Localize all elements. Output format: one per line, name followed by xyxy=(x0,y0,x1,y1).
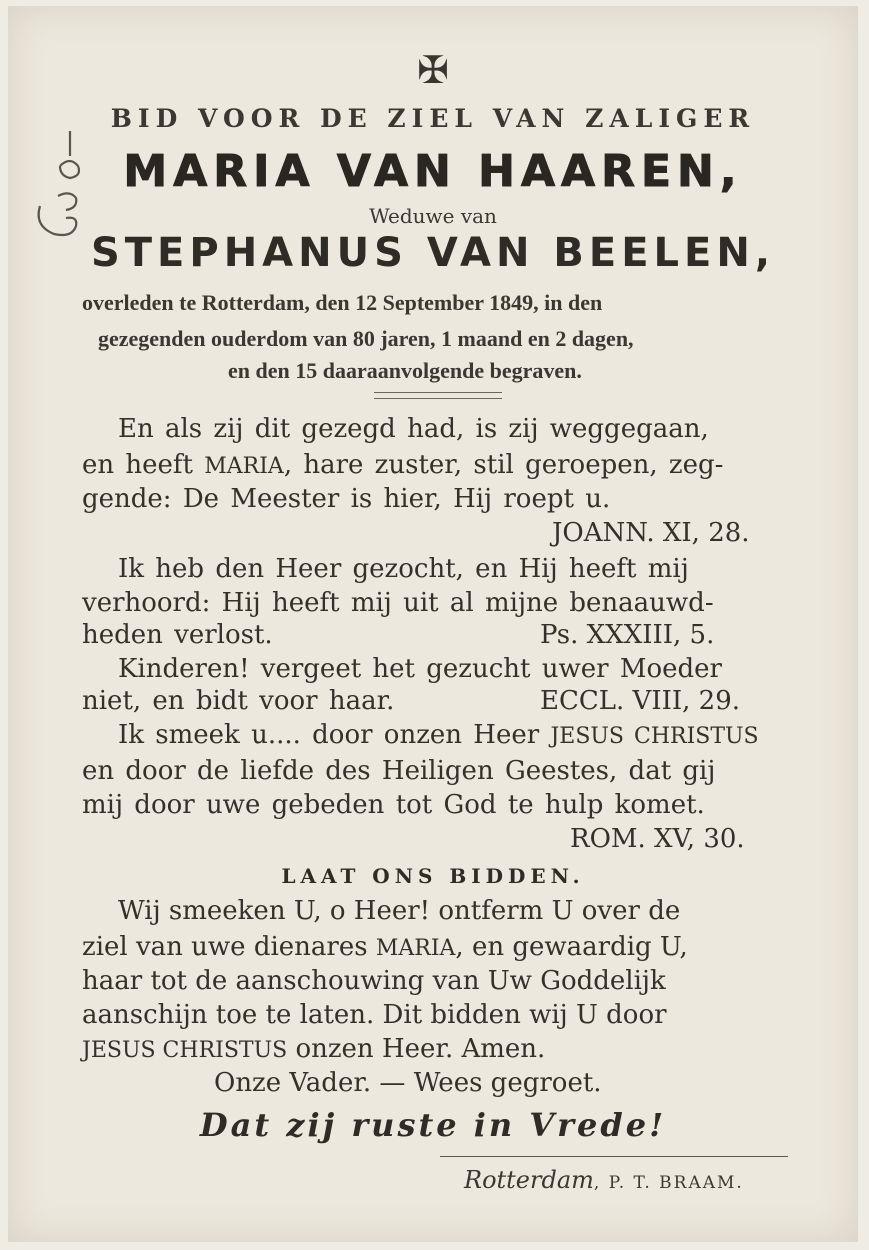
name-maria: MARIA xyxy=(375,936,456,961)
death-line-1: overleden te Rotterdam, den 12 September 1849, in den xyxy=(82,290,603,315)
verse2-ref: Ps. XXXIII, 5. xyxy=(540,620,715,650)
deceased-name: MARIA VAN HAAREN, xyxy=(123,146,743,197)
verse1-ref: JOANN. XI, 28. xyxy=(552,518,750,548)
prayer-line-1: Wij smeeken U, o Heer! ontferm U over de xyxy=(118,896,681,926)
printer-name: , P. T. BRAAM. xyxy=(593,1173,744,1193)
verse4-line-2: en door de liefde des Heiligen Geestes, dat gij xyxy=(82,756,716,786)
verse1-line-3: gende: De Meester is hier, Hij roept u. xyxy=(82,484,611,514)
printer-imprint xyxy=(464,1166,744,1194)
verse3-ref: ECCL. VIII, 29. xyxy=(540,686,741,716)
name-maria: MARIA xyxy=(204,454,284,479)
death-line-3: en den 15 daaraanvolgende begraven. xyxy=(228,358,582,383)
text: en heeft xyxy=(82,450,205,480)
verse3-line-2: niet, en bidt voor haar. xyxy=(82,686,395,716)
divider xyxy=(374,398,502,399)
husband-name: STEPHANUS VAN BEELEN, xyxy=(90,230,776,276)
prayer-line-3: haar tot de aanschouwing van Uw Goddelijk xyxy=(82,966,666,996)
verse4-ref: ROM. XV, 30. xyxy=(570,824,745,854)
closing-line: Dat zij ruste in Vrede! xyxy=(199,1106,667,1144)
prayer-line-5 xyxy=(82,1034,545,1064)
divider xyxy=(440,1156,788,1157)
widow-of-label: Weduwe van xyxy=(369,204,497,228)
text: ziel van uwe dienares xyxy=(82,932,376,962)
text: onzen Heer. Amen. xyxy=(287,1034,546,1064)
verse4-line-1 xyxy=(118,720,759,750)
verse2-line-3: heden verlost. xyxy=(82,620,273,650)
divider xyxy=(374,392,502,393)
prayer-line-6: Onze Vader. — Wees gegroet. xyxy=(214,1068,602,1098)
text: Ik smeek u.... door onzen Heer xyxy=(118,720,551,750)
verse2-line-1: Ik heb den Heer gezocht, en Hij heeft mij xyxy=(118,554,689,584)
verse1-line-2 xyxy=(82,450,723,480)
name-jesus-christus: JESUS CHRISTUS xyxy=(82,1038,288,1063)
cross-icon: ✠ xyxy=(417,48,449,92)
printer-place: Rotterdam xyxy=(464,1166,594,1194)
text: , hare zuster, stil geroepen, zeg- xyxy=(283,450,724,480)
prayer-line-2 xyxy=(82,932,688,962)
death-line-2: gezegenden ouderdom van 80 jaren, 1 maand en 2 dagen, xyxy=(98,326,634,351)
prayer-line-4: aanschijn toe te laten. Dit bidden wij U door xyxy=(82,1000,667,1030)
verse2-line-2: verhoord: Hij heeft mij uit al mijne benaauwd- xyxy=(82,588,714,618)
name-jesus-christus: JESUS CHRISTUS xyxy=(550,724,759,749)
verse4-line-3: mij door uwe gebeden tot God te hulp komet. xyxy=(82,790,705,820)
heading: BID VOOR DE ZIEL VAN ZALIGER xyxy=(110,104,756,133)
verse3-line-1: Kinderen! vergeet het gezucht uwer Moeder xyxy=(118,654,722,684)
text: , en gewaardig U, xyxy=(455,932,688,962)
verse1-line-1: En als zij dit gezegd had, is zij weggegaan, xyxy=(118,414,709,444)
prayer-heading: LAAT ONS BIDDEN. xyxy=(281,864,585,888)
prayer-card xyxy=(8,6,858,1242)
